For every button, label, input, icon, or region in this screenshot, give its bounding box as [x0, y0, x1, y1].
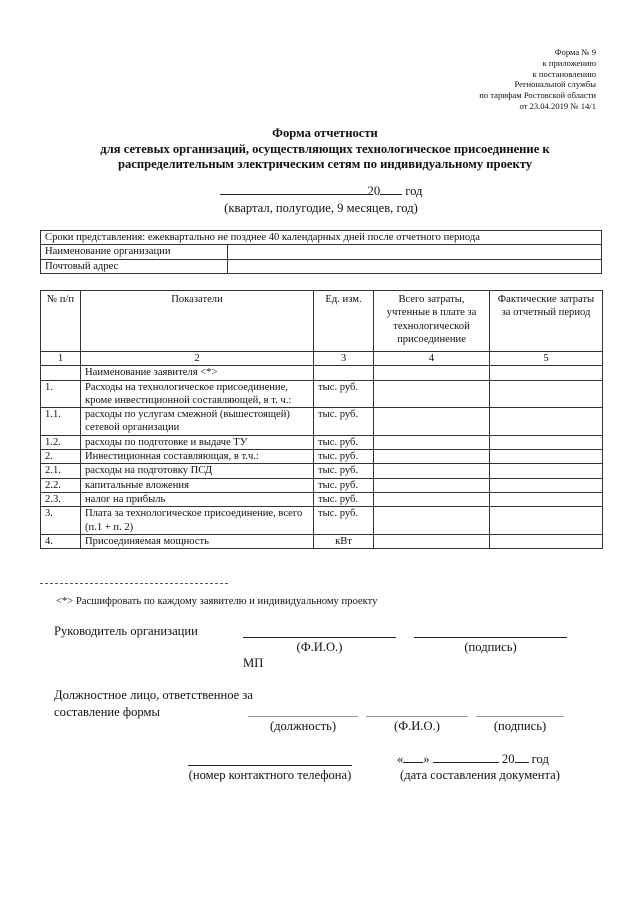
row-unit: тыс. руб. [314, 408, 374, 436]
header-num: № п/п [41, 291, 81, 352]
row-num: 4. [41, 534, 81, 548]
cell-actual[interactable] [490, 534, 603, 548]
stamp-mark: МП [243, 656, 264, 670]
responsible-sign-line[interactable] [476, 716, 564, 717]
header-indicator: Показатели [81, 291, 314, 352]
cell-actual[interactable] [490, 435, 603, 449]
phone-line[interactable] [188, 765, 352, 766]
header-actual: Фактические затраты за отчетный период [490, 291, 603, 352]
cell-total[interactable] [374, 464, 490, 478]
cell-total[interactable] [374, 492, 490, 506]
cell-total[interactable] [374, 435, 490, 449]
period-blank[interactable] [220, 194, 368, 195]
col-number: 5 [490, 352, 603, 366]
period-year-suffix: год [405, 184, 423, 198]
org-name-field[interactable] [228, 245, 602, 259]
row-name: Плата за технологическое присоединение, всего (п.1 + п. 2) [81, 507, 314, 535]
responsible-sign-caption: (подпись) [493, 719, 547, 733]
head-sign-line[interactable] [414, 637, 567, 638]
row-num: 1. [41, 380, 81, 408]
responsible-fio-line[interactable] [366, 716, 468, 717]
row-num: 2.3. [41, 492, 81, 506]
row-unit: тыс. руб. [314, 492, 374, 506]
cell-total[interactable] [374, 380, 490, 408]
col-number: 1 [41, 352, 81, 366]
applicant-row [41, 366, 603, 380]
approval-line: к приложению [542, 57, 596, 68]
cell-total[interactable] [374, 507, 490, 535]
col-number: 3 [314, 352, 374, 366]
cell-actual[interactable] [490, 380, 603, 408]
date-year-blank[interactable] [515, 762, 529, 763]
reporting-period [206, 183, 436, 217]
table-row [41, 435, 603, 449]
organization-info-table [40, 230, 602, 274]
cell-total[interactable] [374, 478, 490, 492]
address-field[interactable] [228, 259, 602, 273]
cell-actual[interactable] [490, 450, 603, 464]
form-title [40, 126, 610, 173]
approval-line: по тарифам Ростовской области [479, 90, 596, 101]
date-caption: (дата составления документа) [400, 768, 560, 782]
period-caption: (квартал, полугодие, 9 месяцев, год) [224, 201, 418, 215]
row-name: Присоединяемая мощность [81, 534, 314, 548]
row-num: 3. [41, 507, 81, 535]
head-fio-caption: (Ф.И.О.) [296, 640, 343, 654]
cell-actual[interactable] [490, 507, 603, 535]
date-close-quote: » [423, 752, 430, 766]
row-name: расходы по подготовке и выдаче ТУ [81, 435, 314, 449]
table-row [41, 534, 603, 548]
row-name: Инвестиционная составляющая, в т.ч.: [81, 450, 314, 464]
position-caption: (должность) [269, 719, 337, 733]
column-number-row [41, 352, 603, 366]
col-number: 4 [374, 352, 490, 366]
report-table [40, 290, 603, 549]
applicant-label: Наименование заявителя <*> [81, 366, 314, 380]
col-number: 2 [81, 352, 314, 366]
cell-actual[interactable] [490, 366, 603, 380]
cell-total[interactable] [374, 366, 490, 380]
cell-actual[interactable] [490, 408, 603, 436]
row-name: капитальные вложения [81, 478, 314, 492]
date-field [397, 751, 549, 767]
approval-line: от 23.04.2019 № 14/1 [519, 100, 596, 111]
row-unit: тыс. руб. [314, 507, 374, 535]
row-unit: тыс. руб. [314, 464, 374, 478]
responsible-label-1: Должностное лицо, ответственное за [54, 688, 253, 702]
table-row [41, 464, 603, 478]
row-name: расходы по услугам смежной (вышестоящей) сетевой организации [81, 408, 314, 436]
cell-actual[interactable] [490, 464, 603, 478]
responsible-label-2: составление формы [54, 705, 160, 719]
row-unit: кВт [314, 534, 374, 548]
row-name: налог на прибыль [81, 492, 314, 506]
row-name: Расходы на технологическое присоединение, кроме инвестиционной составляющей, в т. ч.: [81, 380, 314, 408]
table-row [41, 380, 603, 408]
table-row [41, 408, 603, 436]
head-fio-line[interactable] [243, 637, 396, 638]
form-title-line-3: распределительным электрическим сетям по индивидуальному проекту [117, 157, 533, 171]
form-title-line-2: для сетевых организаций, осуществляющих технологическое присоединение к [100, 141, 550, 156]
footnote-text: <*> Расшифровать по каждому заявителю и индивидуальному проекту [56, 596, 378, 607]
row-unit: тыс. руб. [314, 435, 374, 449]
org-name-label: Наименование организации [41, 245, 228, 259]
header-total: Всего затраты, учтенные в плате за технологической присоединение [374, 291, 490, 352]
cell-total[interactable] [374, 450, 490, 464]
row-num: 2. [41, 450, 81, 464]
header-unit: Ед. изм. [314, 291, 374, 352]
date-open-quote: « [397, 752, 404, 766]
header-row [41, 291, 603, 352]
row-num: 1.2. [41, 435, 81, 449]
deadline-text: Сроки представления: ежеквартально не позднее 40 календарных дней после отчетного периода [41, 231, 602, 245]
row-unit: тыс. руб. [314, 450, 374, 464]
date-day-blank[interactable] [403, 762, 423, 763]
form-title-line-1: Форма отчетности [272, 126, 378, 140]
head-label: Руководитель организации [54, 624, 198, 638]
approval-stamp [376, 47, 596, 112]
date-year-suffix: год [531, 752, 549, 766]
date-month-blank[interactable] [433, 762, 499, 763]
table-row [41, 507, 603, 535]
cell-total[interactable] [374, 408, 490, 436]
table-row [41, 478, 603, 492]
position-line[interactable] [248, 716, 358, 717]
row-num: 2.2. [41, 478, 81, 492]
address-label: Почтовый адрес [41, 259, 228, 273]
phone-caption: (номер контактного телефона) [188, 768, 352, 782]
period-year-blank[interactable] [380, 194, 402, 195]
cell-actual[interactable] [490, 478, 603, 492]
approval-line: Региональной службы [514, 79, 596, 90]
row-unit: тыс. руб. [314, 380, 374, 408]
cell-actual[interactable] [490, 492, 603, 506]
row-num: 2.1. [41, 464, 81, 478]
row-num: 1.1. [41, 408, 81, 436]
approval-line: к постановлению [532, 68, 596, 79]
row-unit: тыс. руб. [314, 478, 374, 492]
head-sign-caption: (подпись) [464, 640, 517, 654]
period-year-prefix: 20 [367, 184, 381, 198]
table-row [41, 450, 603, 464]
footnote-separator [40, 583, 228, 584]
responsible-fio-caption: (Ф.И.О.) [394, 719, 440, 733]
date-year-prefix: 20 [501, 752, 515, 766]
row-name: расходы на подготовку ПСД [81, 464, 314, 478]
table-row [41, 492, 603, 506]
cell-total[interactable] [374, 534, 490, 548]
approval-line: Форма № 9 [554, 47, 596, 57]
